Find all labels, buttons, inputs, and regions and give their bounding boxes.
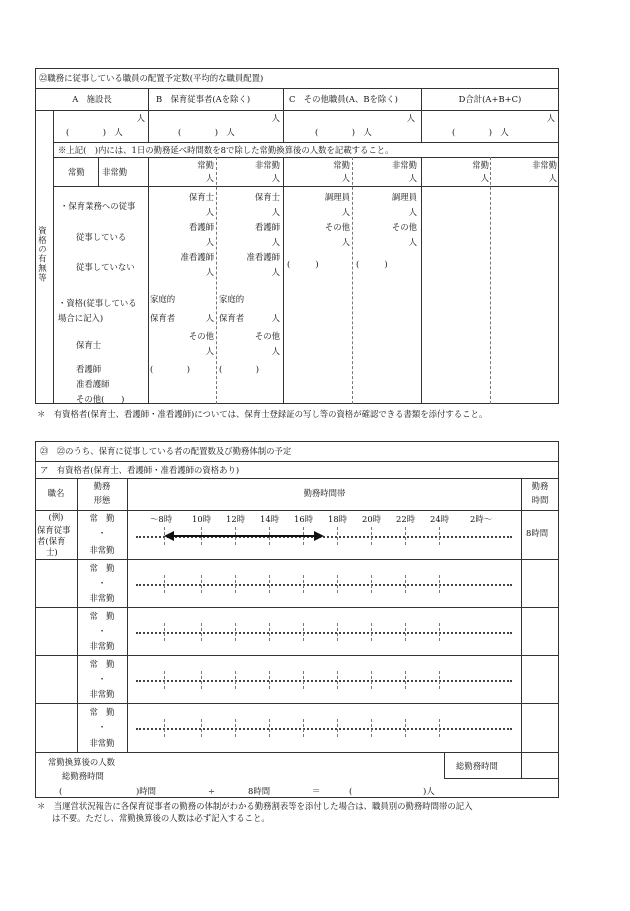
col-d-paren: ( ) 人	[452, 127, 509, 137]
time-label-9: 2時～	[470, 514, 493, 524]
row2-joukin: 常 勤	[89, 611, 115, 621]
col-a-paren: ( ) 人	[66, 127, 123, 137]
row4-dot: ・	[97, 722, 107, 732]
header-jikan-1: 勤務	[531, 481, 549, 491]
label-sonota: その他( )	[76, 394, 125, 404]
b-j-hoikushi: 保育士	[188, 192, 214, 202]
d-joukin: 常勤	[472, 160, 489, 170]
tick-mark	[269, 575, 270, 593]
b-j-kateiteki: 家庭的	[150, 294, 176, 304]
tick-mark	[371, 527, 372, 545]
b-h-paren: ( )	[219, 364, 260, 374]
section23-subtitle: ア 有資格者(保育士、看護師・准看護師の資格あり)	[40, 465, 240, 475]
tick-mark	[235, 623, 236, 641]
label-hoikushi: 保育士	[76, 340, 102, 350]
row0-joukin: 常 勤	[89, 513, 115, 523]
row0-dot: ・	[97, 528, 107, 538]
example-job-2: 者(保育	[37, 536, 66, 546]
kanzan-label: 常勤換算後の人数	[48, 757, 115, 767]
sou-hours-label: 総勤務時間	[62, 771, 104, 781]
b-j-sonota: その他	[188, 331, 214, 341]
header-jikantai: 勤務時間帯	[303, 488, 346, 498]
row3-joukin: 常 勤	[89, 659, 115, 669]
b-h-junkangoshi: 准看護師	[246, 252, 280, 262]
header-keitai-1: 勤務	[93, 481, 111, 491]
result-open: (	[349, 786, 353, 796]
tick-mark	[439, 575, 440, 593]
left-joukin: 常勤	[68, 167, 85, 177]
tick-mark	[164, 575, 165, 593]
time-label-2: 12時	[226, 514, 246, 524]
time-label-5: 18時	[328, 514, 348, 524]
col-a-header: A 施設長	[72, 94, 112, 104]
tick-mark	[164, 671, 165, 689]
tick-mark	[371, 575, 372, 593]
total-hours-box-label: 総勤務時間	[456, 761, 498, 771]
label-junkangoshi: 准看護師	[76, 379, 110, 389]
tick-mark	[405, 671, 406, 689]
time-label-6: 20時	[362, 514, 382, 524]
c-j-chouriin: 調理員	[324, 192, 350, 202]
tick-mark	[164, 623, 165, 641]
label-juji-shiteinai: 従事していない	[76, 262, 135, 272]
label-juji-shiteiru: 従事している	[76, 232, 127, 242]
tick-mark	[201, 575, 202, 593]
timeline-row-3	[136, 680, 512, 682]
b-hijoukin: 非常勤	[254, 160, 280, 170]
label-kangoshi: 看護師	[76, 364, 102, 374]
time-label-8: 24時	[430, 514, 450, 524]
formula-eight: 8時間	[248, 786, 271, 796]
timeline-row-4	[136, 728, 512, 730]
time-label-0: ～8時	[150, 514, 173, 524]
b-h-kangoshi: 看護師	[254, 222, 280, 232]
row2-hijoukin: 非常勤	[89, 641, 115, 651]
c-h-chouriin: 調理員	[391, 192, 417, 202]
col-b-header: B 保育従事者(Aを除く)	[156, 94, 251, 104]
col-d-unit: 人	[546, 113, 555, 123]
c-joukin: 常勤	[333, 160, 350, 170]
formula-div: ÷	[208, 786, 216, 796]
tick-mark	[235, 575, 236, 593]
tick-mark	[405, 623, 406, 641]
b-j-hoikushi-unit: 人	[205, 207, 214, 217]
tick-mark	[405, 527, 406, 545]
b-j-junkangoshi: 准看護師	[180, 252, 214, 262]
row4-hijoukin: 非常勤	[89, 738, 115, 748]
col-b-paren: ( ) 人	[178, 127, 235, 137]
c-hijoukin: 非常勤	[391, 160, 417, 170]
c-j-sonota: その他	[324, 222, 350, 232]
tick-mark	[371, 623, 372, 641]
example-hours: 8時間	[526, 528, 549, 538]
section22-title: ㉒職務に従事している職員の配置予定数(平均的な職員配置)	[39, 73, 264, 83]
tick-mark	[303, 719, 304, 737]
row1-dot: ・	[97, 578, 107, 588]
tick-mark	[371, 719, 372, 737]
c-h-chouriin-unit: 人	[408, 207, 417, 217]
example-job-1: 保育従事	[37, 525, 71, 535]
example-shift-arrow	[172, 535, 316, 537]
section23-footnote-2: は不要。ただし、常勤換算後の人数は必ず記入すること。	[52, 813, 270, 823]
timeline-row-1	[136, 584, 512, 586]
time-label-1: 10時	[192, 514, 212, 524]
c-h-paren: ( )	[356, 259, 388, 269]
arrow-right-head	[314, 531, 324, 541]
row1-hijoukin: 非常勤	[89, 593, 115, 603]
tick-mark	[201, 719, 202, 737]
col-b-unit: 人	[271, 113, 280, 123]
b-h-junkangoshi-unit: 人	[271, 267, 280, 277]
tick-mark	[235, 719, 236, 737]
col-c-paren: ( ) 人	[315, 127, 372, 137]
header-jikan-2: 時間	[531, 495, 549, 505]
tick-mark	[235, 671, 236, 689]
b-j-kangoshi-unit: 人	[205, 237, 214, 247]
tick-mark	[337, 719, 338, 737]
tick-mark	[303, 671, 304, 689]
header-keitai-2: 形態	[93, 495, 111, 505]
example-label: (例)	[48, 512, 64, 522]
row2-dot: ・	[97, 626, 107, 636]
row4-joukin: 常 勤	[89, 707, 115, 717]
row0-hijoukin: 非常勤	[89, 545, 115, 555]
tick-mark	[439, 671, 440, 689]
label-hoiku-juji: ・保育業務への従事	[60, 201, 136, 211]
formula-open: (	[59, 786, 63, 796]
timeline-row-2	[136, 632, 512, 634]
d-joukin-unit: 人	[480, 173, 489, 183]
label-shikaku-note: 場合に記入)	[58, 313, 104, 323]
tick-mark	[201, 671, 202, 689]
tick-mark	[201, 623, 202, 641]
c-j-chouriin-unit: 人	[341, 207, 350, 217]
left-hijoukin: 非常勤	[102, 167, 128, 177]
b-h-sonota-unit: 人	[271, 346, 280, 356]
tick-mark	[405, 575, 406, 593]
b-j-junkangoshi-unit: 人	[205, 267, 214, 277]
arrow-left-head	[164, 531, 174, 541]
section23-title: ㉓ ㉒のうち、保育に従事している者の配置数及び勤務体制の予定	[40, 446, 292, 456]
col-a-unit: 人	[136, 113, 145, 123]
c-joukin-unit: 人	[341, 173, 350, 183]
tick-mark	[269, 671, 270, 689]
row1-joukin: 常 勤	[89, 563, 115, 573]
time-label-4: 16時	[294, 514, 314, 524]
b-h-kateiteki: 家庭的	[219, 294, 245, 304]
c-h-sonota-unit: 人	[408, 237, 417, 247]
tick-mark	[269, 623, 270, 641]
b-joukin: 常勤	[197, 160, 214, 170]
b-j-sonota-unit: 人	[205, 346, 214, 356]
tick-mark	[371, 671, 372, 689]
time-label-7: 22時	[396, 514, 416, 524]
row3-dot: ・	[97, 674, 107, 684]
tick-mark	[337, 575, 338, 593]
time-label-3: 14時	[260, 514, 280, 524]
tick-mark	[439, 623, 440, 641]
header-shokumei: 職名	[47, 488, 65, 498]
b-h-hoikusha-unit: 人	[271, 313, 280, 323]
b-j-hoikusha: 保育者	[150, 313, 176, 323]
result-close: )人	[423, 786, 435, 796]
tick-mark	[337, 623, 338, 641]
b-j-kangoshi: 看護師	[188, 222, 214, 232]
section22-footnote: ＊ 有資格者(保育士、看護師・准看護師)については、保育士登録証の写し等の資格が確認できる書類を添付すること。	[37, 409, 488, 419]
section23-footnote-1: ＊ 当運営状況報告に各保育従事者の勤務の体制がわかる勤務割表等を添付した場合は、職員別の勤務時間帯の記入	[37, 801, 473, 811]
b-h-sonota: その他	[254, 331, 280, 341]
tick-mark	[439, 719, 440, 737]
c-hijoukin-unit: 人	[408, 173, 417, 183]
tick-mark	[439, 527, 440, 545]
label-shikaku: ・資格(従事している	[58, 298, 137, 308]
tick-mark	[164, 719, 165, 737]
formula-hours: )時間	[136, 786, 157, 796]
tick-mark	[269, 719, 270, 737]
col-d-header: D合計(A+B+C)	[458, 94, 522, 104]
col-c-header: C その他職員(A、Bを除く)	[289, 94, 398, 104]
b-hijoukin-unit: 人	[271, 173, 280, 183]
tick-mark	[337, 527, 338, 545]
b-h-kangoshi-unit: 人	[271, 237, 280, 247]
qualification-side-label: 資格の有無等	[37, 226, 48, 283]
c-j-paren: ( )	[287, 259, 319, 269]
d-hijoukin-unit: 人	[548, 173, 557, 183]
example-job-3: 士)	[46, 547, 58, 557]
tick-mark	[303, 575, 304, 593]
b-h-hoikushi-unit: 人	[271, 207, 280, 217]
b-h-hoikushi: 保育士	[254, 192, 280, 202]
conversion-note: ※上記( )内には、1日の勤務延べ時間数を8で除した常勤換算後の人数を記載すること。	[58, 145, 394, 155]
d-hijoukin: 非常勤	[531, 160, 557, 170]
tick-mark	[303, 623, 304, 641]
c-j-sonota-unit: 人	[341, 237, 350, 247]
row3-hijoukin: 非常勤	[89, 689, 115, 699]
c-h-sonota: その他	[391, 222, 417, 232]
formula-eq: ＝	[312, 786, 321, 796]
tick-mark	[405, 719, 406, 737]
b-j-paren: ( )	[150, 364, 191, 374]
b-h-hoikusha: 保育者	[219, 313, 245, 323]
b-joukin-unit: 人	[205, 173, 214, 183]
b-j-hoikusha-unit: 人	[205, 313, 214, 323]
col-c-unit: 人	[406, 113, 415, 123]
tick-mark	[337, 671, 338, 689]
